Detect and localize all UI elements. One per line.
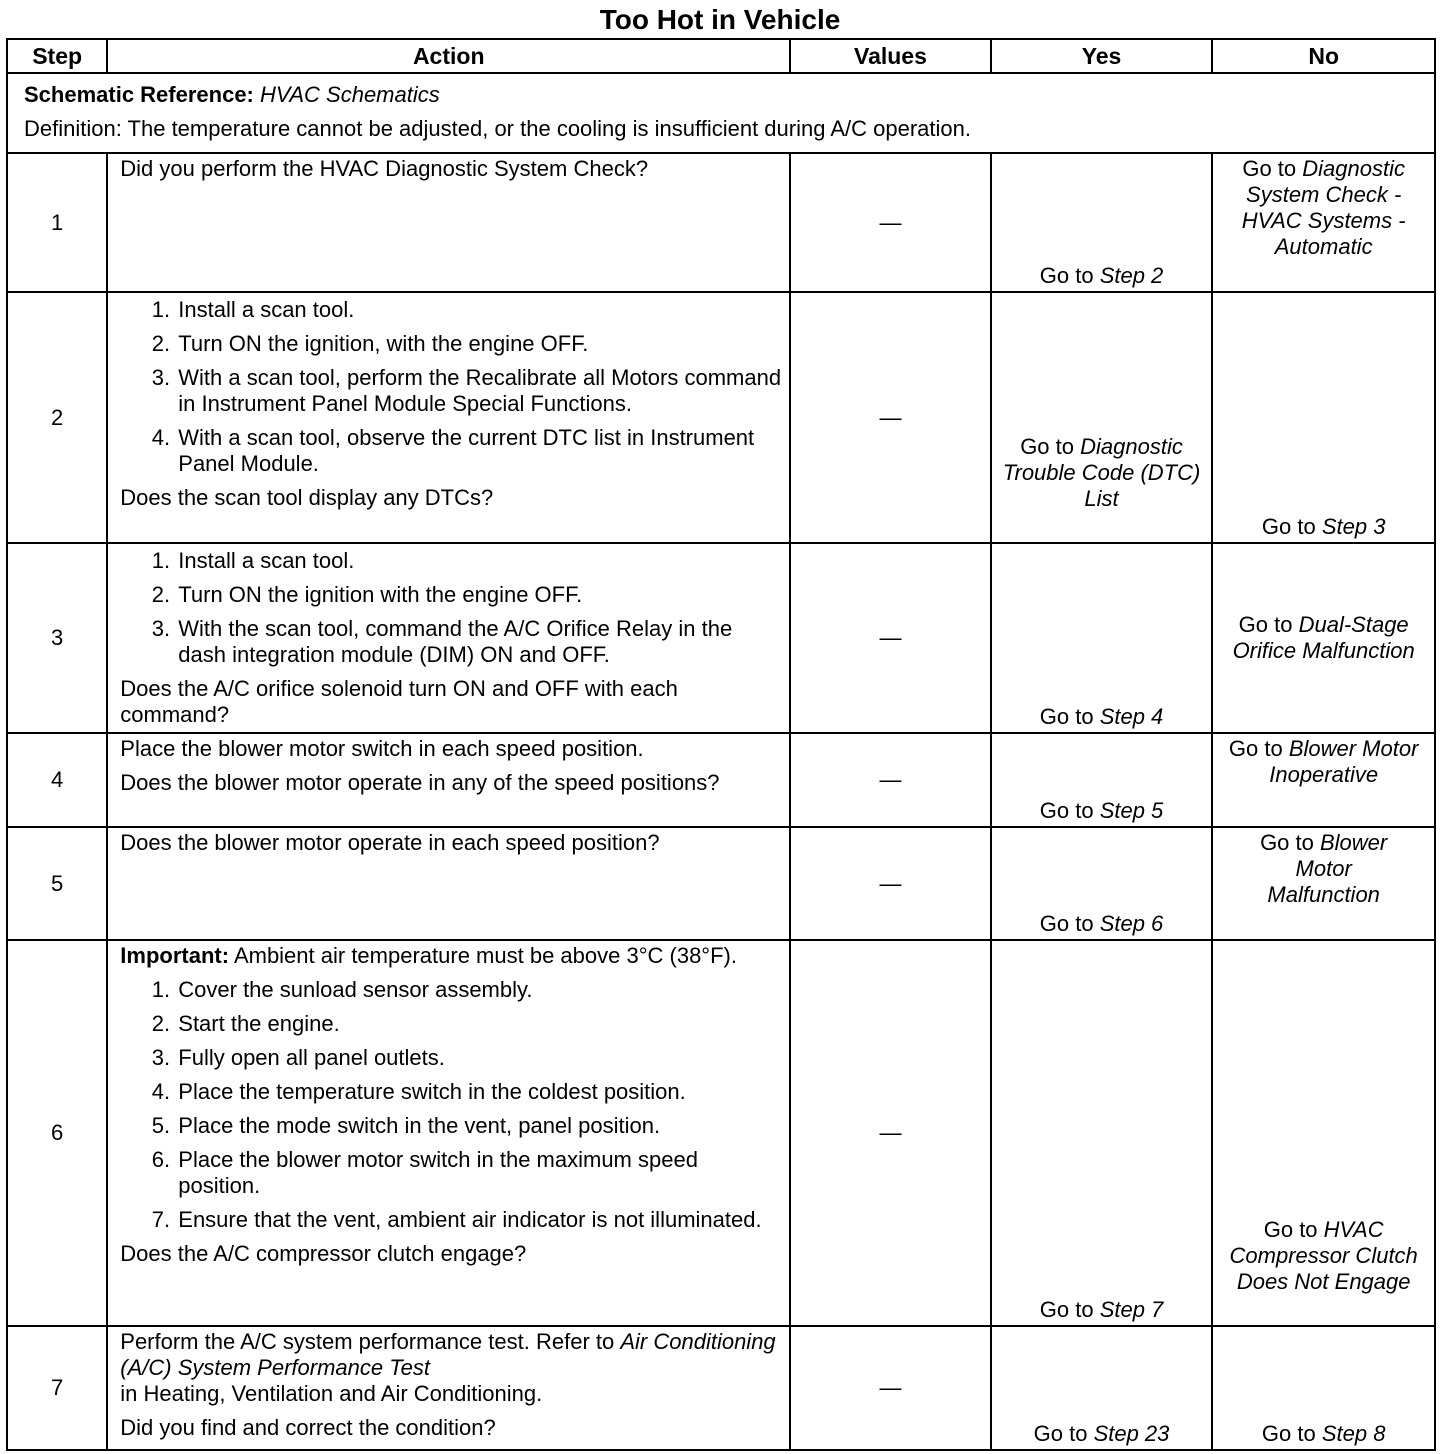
action-cell bbox=[107, 733, 790, 827]
no-cell bbox=[1212, 940, 1435, 1326]
step-number: 1 bbox=[7, 153, 107, 292]
yes-cell bbox=[991, 827, 1213, 940]
list-item: 3. With a scan tool, perform the Recalibrate all Motors command in Instrument Panel Module Special Functions. bbox=[176, 365, 781, 417]
no-link[interactable]: Go to Dual-Stage Orifice Malfunction bbox=[1232, 612, 1415, 663]
no-cell bbox=[1212, 153, 1435, 292]
important-note bbox=[120, 943, 781, 969]
yes-link[interactable]: Go to Diagnostic Trouble Code (DTC) List bbox=[1002, 434, 1201, 511]
instruction-text: Place the blower motor switch in each speed position. bbox=[120, 736, 644, 761]
no-link[interactable]: Go to Step 3 bbox=[1261, 514, 1386, 539]
header-yes: Yes bbox=[991, 39, 1213, 73]
values-cell bbox=[790, 827, 991, 940]
list-item: 1. Install a scan tool. bbox=[176, 297, 781, 323]
no-link[interactable]: Go to HVAC Compressor Clutch Does Not Engage bbox=[1229, 1217, 1418, 1294]
yes-cell bbox=[991, 153, 1213, 292]
values-cell bbox=[790, 733, 991, 827]
yes-cell bbox=[991, 1326, 1213, 1450]
action-cell bbox=[107, 292, 790, 543]
table-row bbox=[7, 1326, 1435, 1450]
value-dash: — bbox=[879, 404, 902, 430]
list-item: 3. Fully open all panel outlets. bbox=[176, 1045, 781, 1071]
value-dash: — bbox=[879, 870, 902, 896]
list-item: 1. Cover the sunload sensor assembly. bbox=[176, 977, 781, 1003]
procedure-list bbox=[120, 297, 781, 477]
question-text: Does the A/C orifice solenoid turn ON and OFF with each command? bbox=[120, 676, 678, 727]
value-dash: — bbox=[879, 625, 902, 650]
no-cell bbox=[1212, 733, 1435, 827]
question-text: Did you find and correct the condition? bbox=[120, 1415, 496, 1440]
important-label: Important: bbox=[120, 943, 230, 968]
values-cell bbox=[790, 292, 991, 543]
action-cell bbox=[107, 940, 790, 1326]
no-link[interactable]: Go to Blower Motor Malfunction bbox=[1260, 830, 1388, 907]
no-link[interactable]: Go to Step 8 bbox=[1261, 1421, 1386, 1446]
header-values: Values bbox=[790, 39, 991, 73]
no-cell bbox=[1212, 1326, 1435, 1450]
list-item: 1. Install a scan tool. bbox=[176, 548, 781, 574]
definition-text: Definition: The temperature cannot be adjusted, or the cooling is insufficient during A/C operation. bbox=[24, 116, 971, 141]
list-item: 6. Place the blower motor switch in the maximum speed position. bbox=[176, 1147, 781, 1199]
procedure-list bbox=[120, 548, 781, 668]
values-cell bbox=[790, 1326, 991, 1450]
list-item: 3. With the scan tool, command the A/C Orifice Relay in the dash integration module (DIM) ON and OFF. bbox=[176, 616, 781, 668]
table-row bbox=[7, 940, 1435, 1326]
no-link[interactable]: Go to Diagnostic System Check - HVAC Systems - Automatic bbox=[1241, 156, 1406, 259]
schematic-reference bbox=[24, 78, 1420, 112]
list-item: 2. Start the engine. bbox=[176, 1011, 781, 1037]
yes-link[interactable]: Go to Step 23 bbox=[1033, 1421, 1170, 1446]
values-cell bbox=[790, 940, 991, 1326]
instruction-text: Perform the A/C system performance test. Refer to Air Conditioning (A/C) System Performance Test in Heating, Ventilation and Air Conditioning. bbox=[120, 1329, 776, 1406]
no-cell bbox=[1212, 292, 1435, 543]
step-number: 7 bbox=[7, 1326, 107, 1450]
diagnostic-table bbox=[6, 38, 1436, 1451]
question-text: Does the scan tool display any DTCs? bbox=[120, 485, 494, 510]
list-item: 2. Turn ON the ignition with the engine OFF. bbox=[176, 582, 781, 608]
values-cell bbox=[790, 543, 991, 733]
question-text: Does the blower motor operate in any of the speed positions? bbox=[120, 770, 720, 795]
header-no: No bbox=[1212, 39, 1435, 73]
yes-link[interactable]: Go to Step 6 bbox=[1039, 911, 1164, 936]
value-dash: — bbox=[879, 767, 902, 792]
table-row bbox=[7, 292, 1435, 543]
value-dash: — bbox=[879, 1120, 902, 1145]
question-text: Does the blower motor operate in each speed position? bbox=[120, 830, 660, 855]
no-cell bbox=[1212, 827, 1435, 940]
action-cell bbox=[107, 543, 790, 733]
yes-cell bbox=[991, 292, 1213, 543]
yes-link[interactable]: Go to Step 2 bbox=[1039, 263, 1164, 288]
value-dash: — bbox=[879, 209, 902, 235]
list-item: 2. Turn ON the ignition, with the engine OFF. bbox=[176, 331, 781, 357]
step-number: 3 bbox=[7, 543, 107, 733]
table-header-row bbox=[7, 39, 1435, 73]
yes-cell bbox=[991, 543, 1213, 733]
value-dash: — bbox=[879, 1375, 902, 1400]
table-row bbox=[7, 543, 1435, 733]
schematic-label: Schematic Reference: bbox=[24, 82, 254, 107]
action-cell bbox=[107, 827, 790, 940]
yes-link[interactable]: Go to Step 4 bbox=[1039, 704, 1164, 729]
list-item: 4. With a scan tool, observe the current DTC list in Instrument Panel Module. bbox=[176, 425, 781, 477]
table-row bbox=[7, 733, 1435, 827]
list-item: 4. Place the temperature switch in the coldest position. bbox=[176, 1079, 781, 1105]
list-item: 7. Ensure that the vent, ambient air indicator is not illuminated. bbox=[176, 1207, 781, 1233]
yes-link[interactable]: Go to Step 7 bbox=[1039, 1297, 1164, 1322]
header-action: Action bbox=[107, 39, 790, 73]
step-number: 4 bbox=[7, 733, 107, 827]
question-text: Does the A/C compressor clutch engage? bbox=[120, 1241, 527, 1266]
schematic-link[interactable]: HVAC Schematics bbox=[260, 82, 440, 107]
procedure-list bbox=[120, 977, 781, 1233]
header-step: Step bbox=[7, 39, 107, 73]
table-row bbox=[7, 827, 1435, 940]
question-text: Did you perform the HVAC Diagnostic System Check? bbox=[120, 156, 649, 181]
reference-link[interactable]: Air Conditioning (A/C) System Performance Test bbox=[120, 1329, 776, 1380]
step-number: 6 bbox=[7, 940, 107, 1326]
no-cell bbox=[1212, 543, 1435, 733]
step-number: 2 bbox=[7, 292, 107, 543]
list-item: 5. Place the mode switch in the vent, panel position. bbox=[176, 1113, 781, 1139]
action-cell bbox=[107, 1326, 790, 1450]
important-text: Ambient air temperature must be above 3°C (38°F). bbox=[233, 943, 737, 968]
table-row bbox=[7, 153, 1435, 292]
yes-link[interactable]: Go to Step 5 bbox=[1039, 798, 1164, 823]
values-cell bbox=[790, 153, 991, 292]
schematic-row bbox=[7, 73, 1435, 153]
action-cell bbox=[107, 153, 790, 292]
yes-cell bbox=[991, 733, 1213, 827]
page-title: Too Hot in Vehicle bbox=[599, 4, 841, 35]
step-number: 5 bbox=[7, 827, 107, 940]
yes-cell bbox=[991, 940, 1213, 1326]
no-link[interactable]: Go to Blower Motor Inoperative bbox=[1228, 736, 1419, 787]
